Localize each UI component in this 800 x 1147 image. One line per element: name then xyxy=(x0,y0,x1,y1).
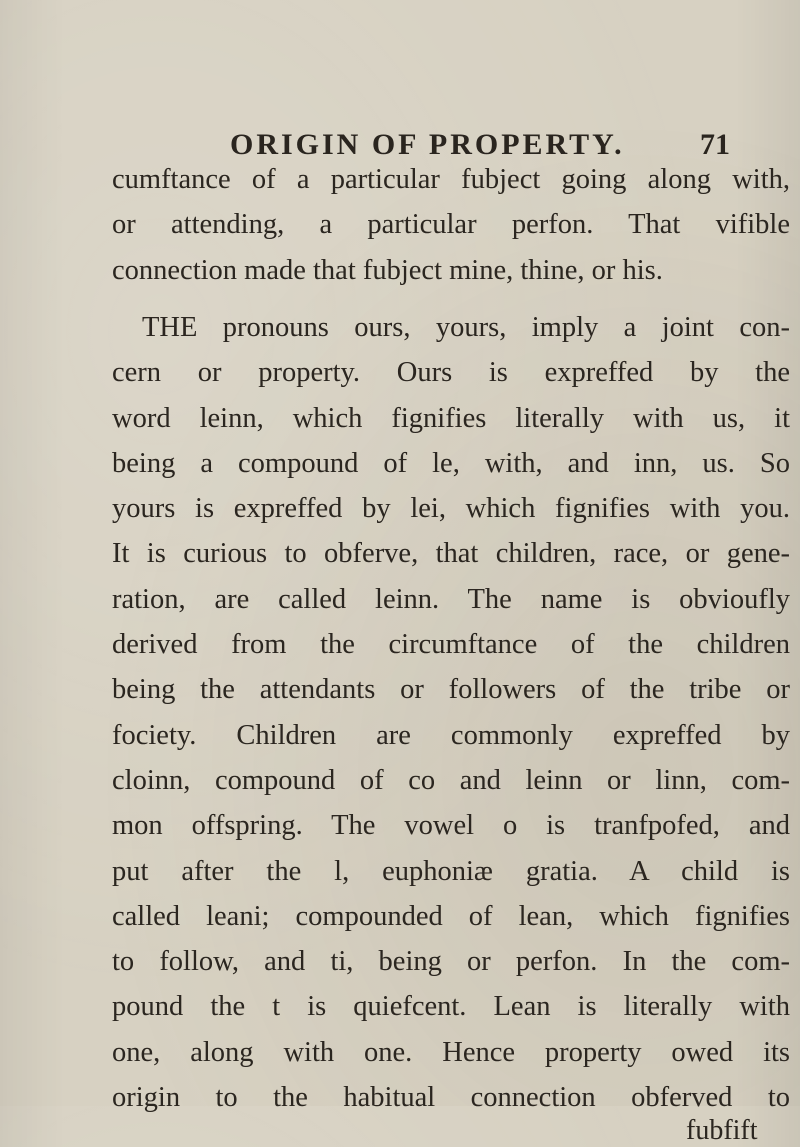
text-line: fociety. Children are commonly expreffed by xyxy=(112,719,790,751)
text-line: mon offspring. The vowel o is tranfpofed, and xyxy=(112,810,790,842)
catchword: fubfift xyxy=(686,1115,758,1147)
text-line: to follow, and ti, being or perfon. In the com- xyxy=(112,946,790,978)
paragraph-start-line: THE pronouns ours, yours, imply a joint con- xyxy=(142,311,790,343)
text-line: connection made that fubject mine, thine, or his. xyxy=(112,254,663,286)
text-line: word leinn, which fignifies literally with us, it xyxy=(112,402,790,434)
text-line: cumftance of a particular fubject going along with, xyxy=(112,164,790,195)
running-title: ORIGIN OF PROPERTY. xyxy=(230,128,625,161)
text-line: pound the t is quiefcent. Lean is literally with xyxy=(112,991,790,1023)
text-line: derived from the circumftance of the children xyxy=(112,629,790,660)
text-line: ration, are called leinn. The name is obvioufly xyxy=(112,583,790,615)
text-line: being the attendants or followers of the tribe or xyxy=(112,674,790,706)
text-line: yours is expreffed by lei, which fignifies with you. xyxy=(112,493,790,525)
text-line: or attending, a particular perfon. That vifible xyxy=(112,209,790,241)
page-number: 71 xyxy=(700,128,730,161)
text-line: origin to the habitual connection obferved to xyxy=(112,1082,790,1113)
text-line: being a compound of le, with, and inn, us. So xyxy=(112,447,790,479)
text-line: cern or property. Ours is expreffed by the xyxy=(112,357,790,389)
text-line: It is curious to obferve, that children, race, or gene- xyxy=(112,538,790,570)
text-line: one, along with one. Hence property owed its xyxy=(112,1036,790,1068)
text-line: called leani; compounded of lean, which fignifies xyxy=(112,900,790,932)
text-line: cloinn, compound of co and leinn or linn, com- xyxy=(112,764,790,796)
text-line: put after the l, euphoniæ gratia. A child is xyxy=(112,855,790,887)
